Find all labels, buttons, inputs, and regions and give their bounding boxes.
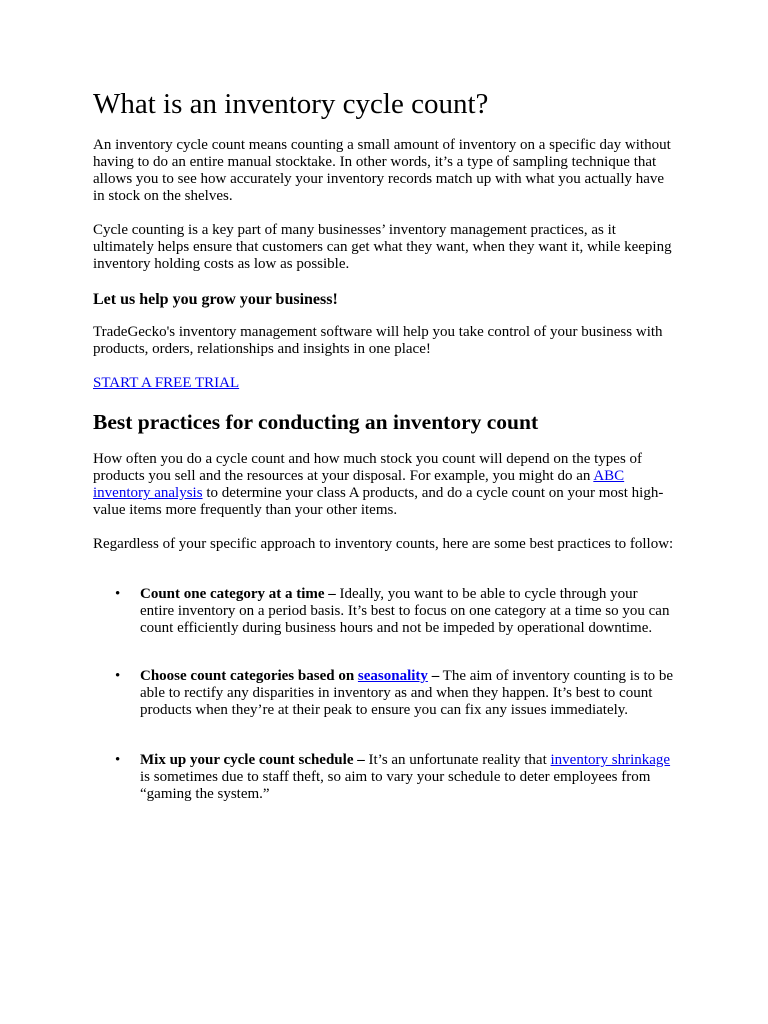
- list-item: [115, 586, 675, 637]
- abc-inventory-analysis-link[interactable]: ABC inventory analysis: [93, 468, 625, 501]
- best-practices-heading: Best practices for conducting an inventory count: [93, 410, 539, 434]
- best-practices-paragraph-1: [93, 451, 678, 519]
- best-p1-after: to determine your class A products, and do a cycle count on your most high-value items more frequently than your other items.: [93, 485, 664, 518]
- intro-paragraph-1: An inventory cycle count means counting a small amount of inventory on a specific day without having to do an entire manual stocktake. In other words, it’s a type of sampling technique that allows you to see how accurately your inventory records match up with what you actually have in stock on the shelves.: [93, 137, 671, 204]
- bullet-2-text: The aim of inventory counting is to be able to rectify any disparities in inventory as and when they happen. It’s best to count products when they’re at their peak to ensure you can fix any issues immediately.: [140, 668, 674, 718]
- bullet-icon: •: [115, 668, 121, 684]
- page-title: What is an inventory cycle count?: [93, 88, 489, 120]
- inventory-shrinkage-link[interactable]: inventory shrinkage: [550, 752, 671, 768]
- bullet-1-bold: Count one category at a time –: [140, 586, 336, 602]
- list-item: [115, 752, 675, 803]
- best-p1-before: How often you do a cycle count and how much stock you count will depend on the types of products you sell and the resources at your disposal. For example, you might do an: [93, 451, 643, 484]
- bullet-icon: •: [115, 586, 121, 602]
- best-practices-paragraph-2: Regardless of your specific approach to inventory counts, here are some best practices to follow:: [93, 536, 674, 552]
- seasonality-link[interactable]: seasonality: [357, 668, 428, 684]
- bullet-3-text-after: is sometimes due to staff theft, so aim to vary your schedule to deter employees from “gaming the system.”: [140, 769, 651, 802]
- bullet-3-text-before: It’s an unfortunate reality that: [364, 752, 551, 768]
- list-item: [115, 668, 675, 719]
- bullet-3-bold: Mix up your cycle count schedule –: [140, 752, 365, 768]
- intro-paragraph-2: Cycle counting is a key part of many businesses’ inventory management practices, as it ultimately helps ensure that customers can get what they want, when they want it, while keeping inventory holding costs as low as possible.: [93, 222, 672, 272]
- bullet-2-bold: Choose count categories based on: [140, 668, 358, 684]
- start-free-trial-link[interactable]: START A FREE TRIAL: [93, 375, 240, 391]
- bullet-2-bold-dash: –: [427, 668, 440, 684]
- promo-heading: Let us help you grow your business!: [93, 291, 338, 308]
- bullet-icon: •: [115, 752, 121, 768]
- bullet-1-text: Ideally, you want to be able to cycle through your entire inventory on a period basis. It’s best to focus on one category at a time so you can count efficiently during business hours and not be impeded by operational downtime.: [140, 586, 670, 636]
- promo-paragraph: TradeGecko's inventory management software will help you take control of your business with products, orders, relationships and insights in one place!: [93, 324, 663, 357]
